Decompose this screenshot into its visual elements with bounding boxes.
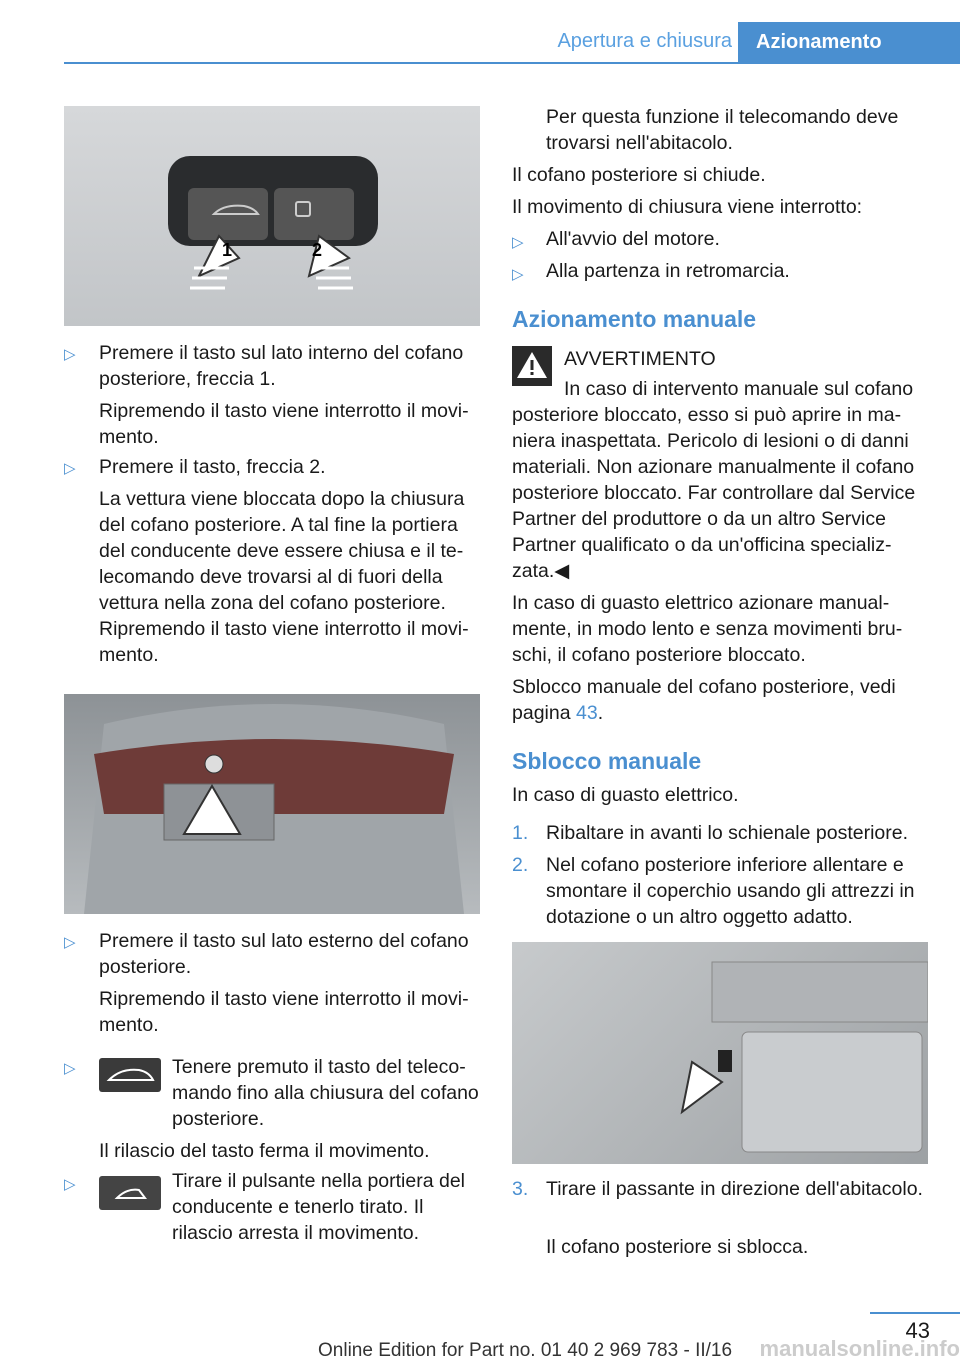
step-text: Tirare il passante in direzione dell'abitacolo. [546, 1178, 923, 1200]
step-text: Ripremendo il tasto viene interrotto il movimento. [99, 988, 469, 1036]
warning-text: In caso di intervento manuale sul cofano posteriore bloccato, esso si può aprire in maniera inaspettata. Pericolo di lesioni o di danni materiali. Non azionare manualmente il cofano posteriore bloccato. Far controllare dal Service Partner del produttore o da un altro Service Partner qualificato o da un'officina specializzata.◀ [512, 378, 916, 582]
bullet-icon: ▷ [64, 1176, 76, 1193]
step-text: Premere il tasto, freccia 2. [99, 456, 326, 478]
bullet-icon: ▷ [64, 1060, 76, 1077]
bullet-icon: ▷ [64, 460, 76, 477]
remote-key-icon [99, 1058, 161, 1092]
header-tab[interactable]: Azionamento [738, 22, 960, 62]
step-text: Premere il tasto sul lato esterno del cofano posteriore. [99, 930, 469, 978]
step-text: Tirare il pulsante nella portiera del conducente e tenerlo tirato. Il rilascio arresta il movimento. [172, 1170, 466, 1244]
trunk-cover-figure [512, 942, 928, 1164]
step-text: La vettura viene bloccata dopo la chiusura del cofano posteriore. A tal fine la portiera del conducente deve essere chiusa e il telecomando deve trovarsi al di fuori della vettura nella zona del cofano posteriore. [99, 488, 465, 614]
header-section[interactable]: Apertura e chiusura [557, 30, 732, 52]
edition-text: Online Edition for Part no. 01 40 2 969 783 - II/16 [318, 1340, 733, 1361]
step-text: Il rilascio del tasto ferma il movimento. [99, 1140, 430, 1162]
section-heading: Sblocco manuale [512, 748, 702, 774]
step-text: Il cofano posteriore si sblocca. [546, 1236, 809, 1258]
bullet-icon: ▷ [64, 934, 76, 951]
bullet-icon: ▷ [512, 266, 524, 283]
paragraph: Il cofano posteriore si chiude. [512, 164, 766, 186]
list-item: Alla partenza in retromarcia. [546, 260, 790, 282]
tailgate-figure [64, 694, 480, 914]
paragraph: Il movimento di chiusura viene interrotto: [512, 196, 863, 218]
bullet-icon: ▷ [512, 234, 524, 251]
step-number: 2. [512, 854, 529, 876]
bullet-icon: ▷ [64, 346, 76, 363]
section-heading: Azionamento manuale [512, 306, 757, 332]
page-header [64, 0, 960, 64]
paragraph: In caso di guasto elettrico azionare manualmente, in modo lento e senza movimenti bruschi, il cofano posteriore bloccato. [512, 592, 903, 666]
trunk-button-figure [64, 106, 480, 326]
page-footer [0, 1292, 960, 1362]
arrow-label-2: 2 [312, 240, 323, 260]
page-link[interactable]: 43 [575, 702, 598, 724]
step-number: 1. [512, 822, 529, 844]
step-text: Ribaltare in avanti lo schienale posteriore. [546, 822, 909, 844]
step-text: Premere il tasto sul lato interno del cofano posteriore, freccia 1. [99, 342, 464, 390]
arrow-label-1: 1 [222, 240, 233, 260]
paragraph: In caso di guasto elettrico. [512, 784, 739, 806]
list-item: All'avvio del motore. [546, 228, 720, 250]
paragraph: Sblocco manuale del cofano posteriore, vedi pagina 43. [512, 676, 896, 724]
watermark: manualsonline.info [759, 1336, 960, 1361]
step-text: Nel cofano posteriore inferiore allentare e smontare il coperchio usando gli attrezzi in dotazione o un altro oggetto adatto. [546, 854, 915, 928]
step-text: Ripremendo il tasto viene interrotto il movimento. [99, 618, 469, 666]
warning-title: AVVERTIMENTO [564, 348, 716, 370]
step-text: Ripremendo il tasto viene interrotto il movimento. [99, 400, 469, 448]
step-text: Tenere premuto il tasto del telecomando fino alla chiusura del cofano posteriore. [172, 1056, 479, 1130]
page-number: 43 [905, 1318, 930, 1343]
paragraph: Per questa funzione il telecomando deve trovarsi nell'abitacolo. [546, 106, 899, 154]
door-button-icon [99, 1176, 161, 1210]
footer-rule [870, 1312, 960, 1314]
step-number: 3. [512, 1178, 529, 1200]
